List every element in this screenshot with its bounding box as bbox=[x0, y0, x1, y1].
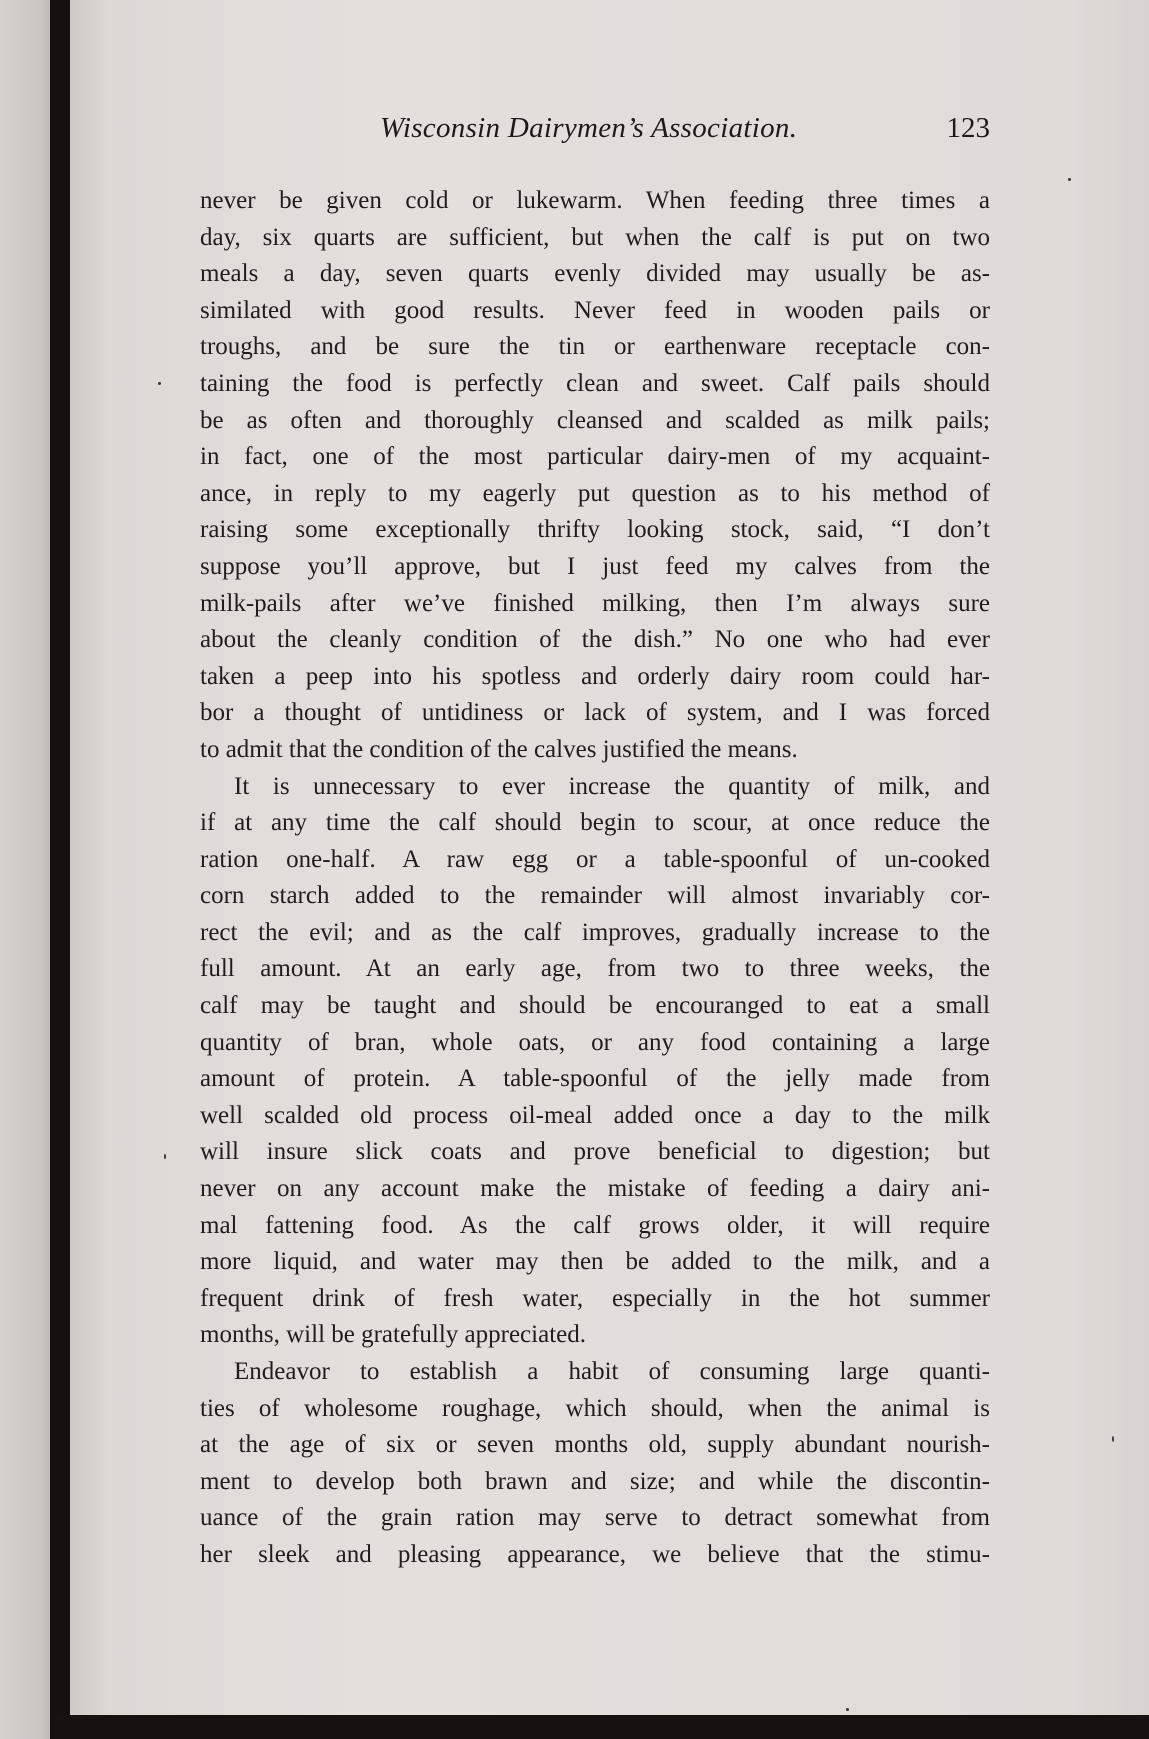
text-line: raising some exceptionally thrifty looking stock, said, “I don’t bbox=[200, 516, 990, 544]
page-number: 123 bbox=[946, 112, 990, 144]
text-line: milk-pails after we’ve finished milking, then I’m always sure bbox=[200, 589, 990, 617]
running-title: Wisconsin Dairymen’s Association. bbox=[380, 112, 798, 144]
print-speck bbox=[164, 1154, 166, 1159]
text-line: troughs, and be sure the tin or earthenware receptacle con- bbox=[200, 333, 990, 361]
bottom-edge-shadow bbox=[50, 1715, 1149, 1739]
text-line: amount of protein. A table-spoonful of the jelly made from bbox=[200, 1065, 990, 1093]
text-line: in fact, one of the most particular dairy-men of my acquaint- bbox=[200, 443, 990, 471]
print-speck bbox=[158, 382, 161, 385]
text-line: well scalded old process oil-meal added once a day to the milk bbox=[200, 1101, 990, 1129]
text-line: quantity of bran, whole oats, or any food containing a large bbox=[200, 1028, 990, 1056]
text-line: suppose you’ll approve, but I just feed my calves from the bbox=[200, 552, 990, 580]
print-speck bbox=[1068, 178, 1071, 181]
text-line: corn starch added to the remainder will almost invariably cor- bbox=[200, 882, 990, 910]
text-line: rect the evil; and as the calf improves, gradually increase to the bbox=[200, 918, 990, 946]
body-text bbox=[200, 183, 990, 1574]
text-line: meals a day, seven quarts evenly divided may usually be as- bbox=[200, 260, 990, 288]
text-line: bor a thought of untidiness or lack of system, and I was forced bbox=[200, 699, 990, 727]
text-line: mal fattening food. As the calf grows older, it will require bbox=[200, 1211, 990, 1239]
text-line: ties of wholesome roughage, which should, when the animal is bbox=[200, 1394, 990, 1422]
gutter-shadow bbox=[50, 0, 70, 1739]
text-line: be as often and thoroughly cleansed and scalded as milk pails; bbox=[200, 406, 990, 434]
running-head bbox=[200, 112, 990, 152]
paragraph-first-line: Endeavor to establish a habit of consuming large quanti- bbox=[234, 1358, 990, 1385]
book-binding-edge bbox=[0, 0, 50, 1739]
text-line: similated with good results. Never feed in wooden pails or bbox=[200, 296, 990, 324]
text-line: if at any time the calf should begin to scour, at once reduce the bbox=[200, 809, 990, 837]
text-line: never on any account make the mistake of feeding a dairy ani- bbox=[200, 1175, 990, 1203]
text-line: about the cleanly condition of the dish.” No one who had ever bbox=[200, 626, 990, 654]
text-line: at the age of six or seven months old, supply abundant nourish- bbox=[200, 1431, 990, 1459]
text-line: taken a peep into his spotless and orderly dairy room could har- bbox=[200, 662, 990, 690]
paragraph-first-line: It is unnecessary to ever increase the quantity of milk, and bbox=[234, 772, 990, 800]
text-line: frequent drink of fresh water, especially in the hot summer bbox=[200, 1284, 990, 1312]
text-line: ance, in reply to my eagerly put question as to his method of bbox=[200, 479, 990, 507]
text-line: months, will be gratefully appreciated. bbox=[200, 1321, 586, 1349]
text-line: ration one-half. A raw egg or a table-spoonful of un-cooked bbox=[200, 845, 990, 873]
print-speck bbox=[846, 1708, 849, 1711]
text-line: her sleek and pleasing appearance, we believe that the stimu- bbox=[200, 1540, 990, 1568]
text-line: day, six quarts are sufficient, but when the calf is put on two bbox=[200, 223, 990, 251]
print-speck bbox=[1112, 1436, 1114, 1442]
text-line: full amount. At an early age, from two to three weeks, the bbox=[200, 955, 990, 983]
text-line: taining the food is perfectly clean and sweet. Calf pails should bbox=[200, 369, 990, 397]
text-line: to admit that the condition of the calves justified the means. bbox=[200, 735, 798, 763]
text-line: never be given cold or lukewarm. When feeding three times a bbox=[200, 187, 990, 214]
text-line: will insure slick coats and prove beneficial to digestion; but bbox=[200, 1138, 990, 1166]
text-line: uance of the grain ration may serve to detract somewhat from bbox=[200, 1504, 990, 1532]
text-line: more liquid, and water may then be added to the milk, and a bbox=[200, 1248, 990, 1276]
text-line: ment to develop both brawn and size; and while the discontin- bbox=[200, 1467, 990, 1495]
text-line: calf may be taught and should be encouranged to eat a small bbox=[200, 992, 990, 1020]
